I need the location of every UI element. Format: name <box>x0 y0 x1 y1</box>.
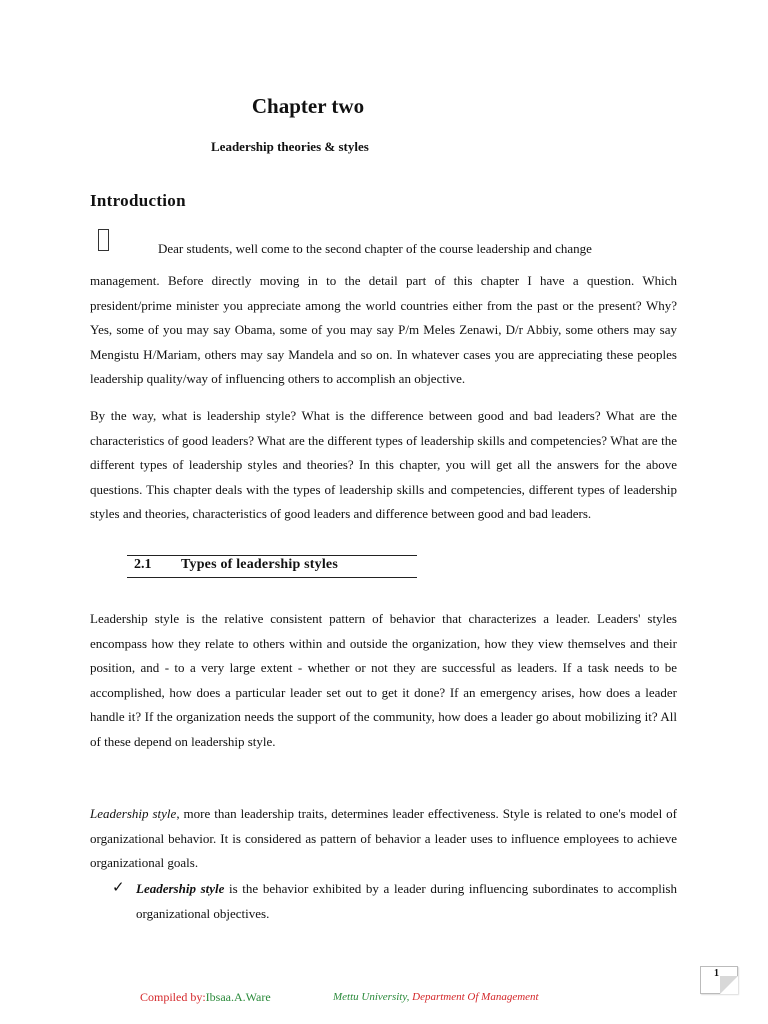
footer-compiled-by <box>140 990 271 1005</box>
compiled-label: Compiled by: <box>140 990 206 1004</box>
page-fold-icon <box>720 976 738 994</box>
introduction-heading: Introduction <box>90 191 186 210</box>
section-number: 2.1 <box>134 557 152 572</box>
section-paragraph-1: Leadership style is the relative consistent pattern of behavior that characterizes a leader. Leaders' styles encompass how they relate to others within and outside the organization, how they view themselves and their position, and - to a very large extent - whether or not they are successful as leaders. If a task needs to be accomplished, how does a particular leader set out to get it done? If an emergency arises, how does a leader handle it? If the organization needs the support of the community, how does a leader go about mobilizing it? All of these depend on leadership style. <box>90 611 677 749</box>
page-number: 1 <box>714 968 719 979</box>
checkmark-icon: ✓ <box>112 878 125 896</box>
intro-paragraph-2: By the way, what is leadership style? What is the difference between good and bad leaders? What are the characteristics of good leaders? What are the different types of leadership skills and competencies? What are the different types of leadership styles and theories? In this chapter, you will get all the answers for the above questions. This chapter deals with the types of leadership skills and competencies, different types of leadership styles and theories, characteristics of good leaders and difference between good and bad leaders. <box>90 408 677 521</box>
section-paragraph-2 <box>90 802 677 876</box>
institution-name: Mettu University, <box>333 991 410 1003</box>
leadership-style-term: Leadership style <box>90 806 177 821</box>
intro-paragraph-1-first-line: Dear students, well come to the second chapter of the course leadership and change <box>158 241 592 256</box>
page-number-box <box>700 966 738 994</box>
bullet-text: is the behavior exhibited by a leader during influencing subordinates to accomplish organizational objectives. <box>136 881 677 921</box>
bullet-item <box>136 876 677 926</box>
chapter-subtitle: Leadership theories & styles <box>211 139 369 154</box>
department-name: Department Of Management <box>409 991 539 1003</box>
chapter-title: Chapter two <box>251 94 365 118</box>
section-title: Types of leadership styles <box>181 557 338 572</box>
compiler-name: Ibsaa.A.Ware <box>205 990 271 1004</box>
intro-paragraph-1-rest: management. Before directly moving in to the detail part of this chapter I have a question. Which president/prime minister you appreciate among the world countries either from the past or the present? Why? Yes, some of you may say Obama, some of you may say P/m Meles Zenawi, D/r Abbiy, some others may say Mengistu H/Mariam, others may say Mandela and so on. In whatever cases you are appreciating these peoples leadership quality/way of influencing others to accomplish an objective. <box>90 273 677 386</box>
bullet-term: Leadership style <box>136 881 225 896</box>
footer-institution <box>333 991 539 1003</box>
section-paragraph-2-text: , more than leadership traits, determines leader effectiveness. Style is related to one's model of organizational behavior. It is considered as pattern of behavior a leader uses to influence employees to achieve organizational goals. <box>90 806 677 870</box>
intro-paragraph-1 <box>90 237 677 392</box>
